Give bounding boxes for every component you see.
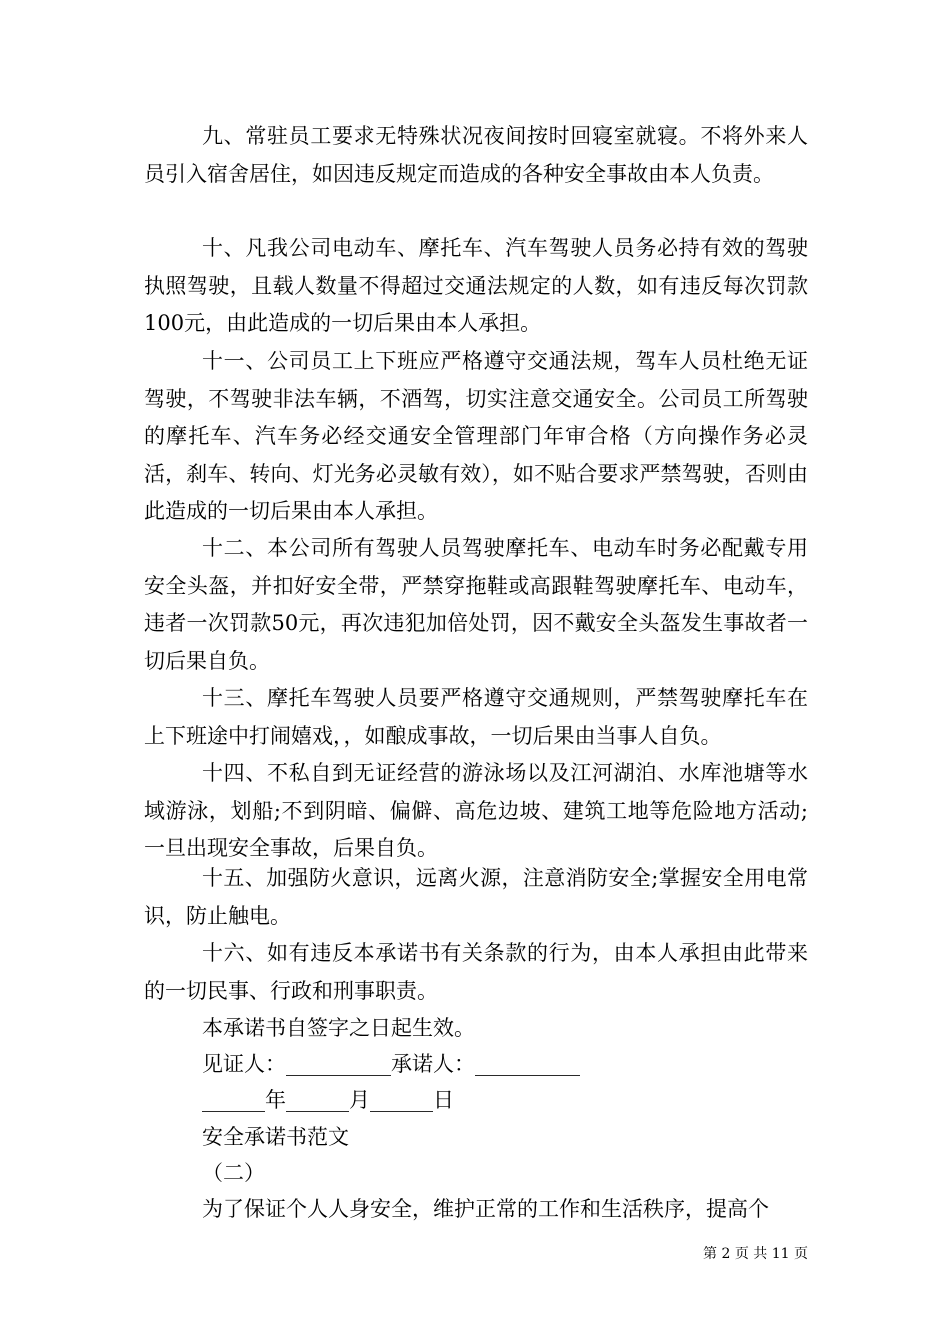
clause-13: 十三、摩托车驾驶人员要严格遵守交通规则，严禁驾驶摩托车在上下班途中打闹嬉戏，，如酿成事故，一切后果由当事人自负。 xyxy=(144,686,808,748)
page-footer: 第 2 页 共 11 页 xyxy=(703,1246,808,1262)
clause-10: 十、凡我公司电动车、摩托车、汽车驾驶人员务必持有效的驾驶执照驾驶，且载人数量不得超过交通法规定的人数，如有违反每次罚款100元，由此造成的一切后果由本人承担。 xyxy=(144,236,808,335)
clause-16: 十六、如有违反本承诺书有关条款的行为，由本人承担由此带来的一切民事、行政和刑事职责。 xyxy=(144,941,808,1003)
clause-11: 十一、公司员工上下班应严格遵守交通法规，驾车人员杜绝无证驾驶，不驾驶非法车辆，不酒驾，切实注意交通安全。公司员工所驾驶的摩托车、汽车务必经交通安全管理部门年审合格（方向操作务必灵活，刹车、转向、灯光务必灵敏有效），如不贴合要求严禁驾驶，否则由此造成的一切后果由本人承担。 xyxy=(144,349,808,523)
section-number: （二） xyxy=(202,1161,265,1185)
clause-12: 十二、本公司所有驾驶人员驾驶摩托车、电动车时务必配戴专用安全头盔，并扣好安全带，严禁穿拖鞋或高跟鞋驾驶摩托车、电动车，违者一次罚款50元，再次违犯加倍处罚，因不戴安全头盔发生事故者一切后果自负。 xyxy=(144,536,808,673)
signature-line: 见证人：__________承诺人：__________ xyxy=(202,1052,580,1076)
clause-14: 十四、不私自到无证经营的游泳场以及江河湖泊、水库池塘等水域游泳，划船;不到阴暗、偏僻、高危边坡、建筑工地等危险地方活动;一旦出现安全事故，后果自负。 xyxy=(144,761,808,860)
date-line: ______年______月______日 xyxy=(202,1088,454,1112)
clause-9: 九、常驻员工要求无特殊状况夜间按时回寝室就寝。不将外来人员引入宿舍居住，如因违反规定而造成的各种安全事故由本人负责。 xyxy=(144,124,808,186)
section-title: 安全承诺书范文 xyxy=(202,1125,349,1149)
effective-statement: 本承诺书自签字之日起生效。 xyxy=(202,1016,475,1040)
clause-15: 十五、加强防火意识，远离火源，注意消防安全;掌握安全用电常识，防止触电。 xyxy=(144,866,808,928)
closing-paragraph: 为了保证个人人身安全，维护正常的工作和生活秩序，提高个 xyxy=(202,1197,769,1221)
